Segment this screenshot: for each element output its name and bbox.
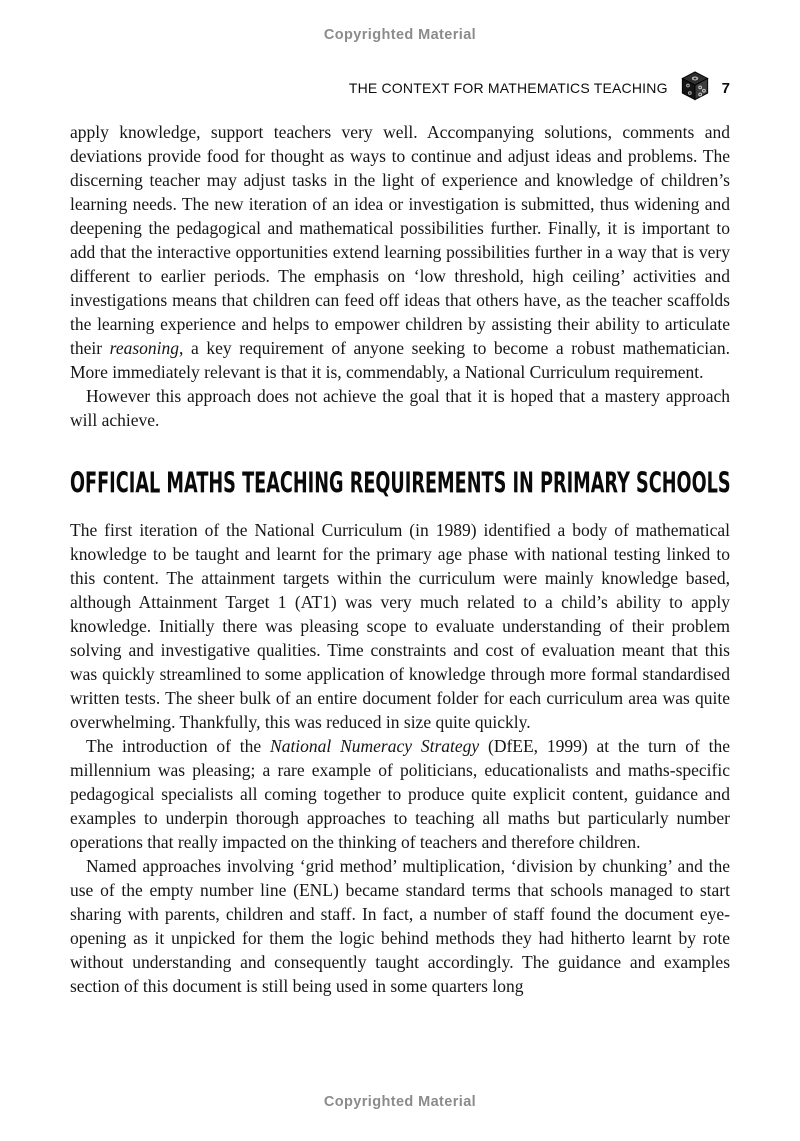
page-number: 7 (721, 79, 730, 97)
section-heading: OFFICIAL MATHS TEACHING REQUIREMENTS IN PRIMARY SCHOOLS (70, 467, 731, 501)
paragraph: However this approach does not achieve the goal that it is hoped that a mastery approach will achieve. (70, 386, 730, 430)
paragraph: apply knowledge, support teachers very well. Accompanying solutions, comments and deviations provide food for thought as ways to continue and adjust ideas and problems. The discerning teacher may adjust tasks in the light of experience and knowledge of children’s learning needs. The new iteration of an idea or investigation is submitted, thus widening and deepening the pedagogical and mathematical possibilities further. Finally, it is important to add that the interactive opportunities extend learning possibilities further in a way that is very different to earlier periods. The emphasis on ‘low threshold, high ceiling’ activities and investigations means that children can feed off ideas that others have, as the teacher scaffolds the learning experience and helps to empower children by assisting their ability to articulate their reasoning, a key requirement of anyone seeking to become a robust mathematician. More immediately relevant is that it is, commendably, a National Curriculum requirement. (70, 122, 730, 382)
paragraph: The introduction of the National Numeracy Strategy (DfEE, 1999) at the turn of the millennium was pleasing; a rare example of politicians, educationalists and maths-specific pedagogical specialists all coming together to produce quite explicit content, guidance and examples to underpin thorough approaches to teaching all maths but particularly number operations that really impacted on the thinking of teachers and therefore children. (70, 736, 730, 852)
page-body (70, 120, 730, 998)
copyright-notice-bottom: Copyrighted Material (323, 1094, 477, 1110)
running-title: THE CONTEXT FOR MATHEMATICS TEACHING (348, 80, 668, 96)
dice-icon (680, 71, 710, 106)
intro-paragraphs (70, 120, 730, 432)
section-paragraphs (70, 518, 730, 998)
paragraph: Named approaches involving ‘grid method’ multiplication, ‘division by chunking’ and the use of the empty number line (ENL) became standard terms that schools managed to start sharing with parents, children and staff. In fact, a number of staff found the document eye-opening as it unpicked for them the logic behind methods they had hitherto learnt by rote without understanding and consequently taught accordingly. The guidance and examples section of this document is still being used in some quarters long (70, 856, 730, 996)
paragraph: The first iteration of the National Curriculum (in 1989) identified a body of mathematical knowledge to be taught and learnt for the primary age phase with national testing linked to this content. The attainment targets within the curriculum were mainly knowledge based, although Attainment Target 1 (AT1) was very much related to a child’s ability to apply knowledge. Initially there was pleasing scope to evaluate understanding of their problem solving and investigative qualities. Time constraints and cost of evaluation meant that this was quickly streamlined to some application of knowledge through more formal standardised written tests. The sheer bulk of an entire document folder for each curriculum area was quite overwhelming. Thankfully, this was reduced in size quite quickly. (70, 520, 730, 732)
copyright-notice-top: Copyrighted Material (323, 27, 477, 43)
running-header (349, 72, 730, 104)
